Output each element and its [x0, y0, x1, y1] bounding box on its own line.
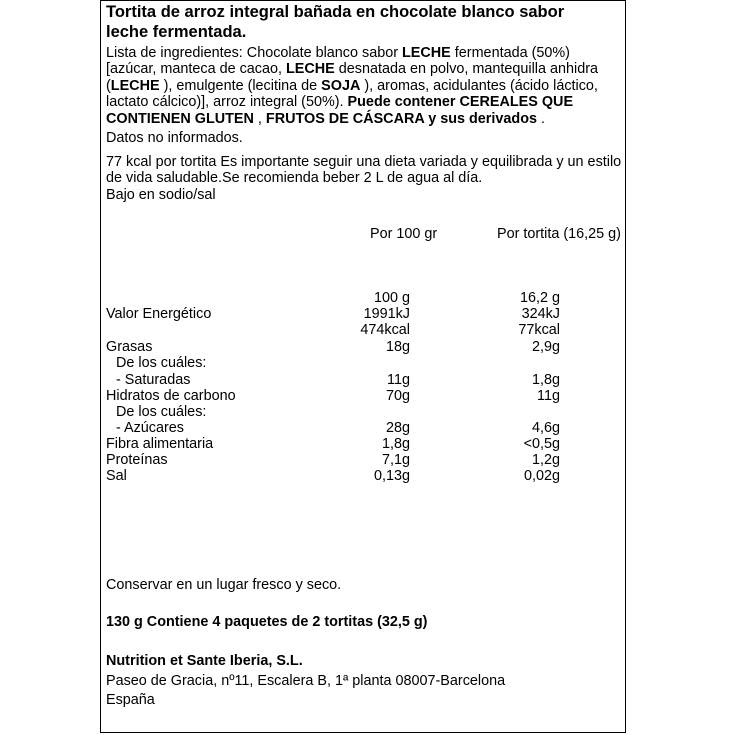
nutrient-label: Grasas	[106, 339, 153, 355]
nutrient-label: - Saturadas	[116, 372, 191, 388]
nutrient-label: - Azúcares	[116, 420, 184, 436]
column-header-per-100g: Por 100 gr	[370, 226, 438, 242]
package-info: 130 g Contiene 4 paquetes de 2 tortitas (32,5 g)	[106, 614, 428, 630]
value-per-100g: 7,1g	[381, 452, 410, 468]
value-per-tortita: 324kJ	[521, 306, 560, 322]
value-per-100g: 0,13g	[373, 468, 410, 484]
company-name: Nutrition et Sante Iberia, S.L.	[106, 653, 303, 669]
value-per-tortita: 1,2g	[531, 452, 560, 468]
nutrient-label: Sal	[106, 468, 127, 484]
nutrient-label: Fibra alimentaria	[106, 436, 214, 452]
allergen: LECHE	[402, 45, 451, 61]
value-per-tortita: 77kcal	[518, 322, 560, 338]
ingredients-block	[106, 45, 598, 127]
allergen-warning: Puede contener CEREALES QUE	[347, 94, 574, 111]
value-per-100g: 1991kJ	[363, 306, 410, 322]
allergen-warning: FRUTOS DE CÁSCARA y sus derivados	[265, 110, 537, 127]
value-per-100g: 18g	[385, 339, 410, 355]
value-per-100g: 11g	[387, 372, 410, 388]
value-per-100g: 70g	[385, 388, 410, 404]
nutrient-label: Hidratos de carbono	[106, 388, 236, 404]
value-per-tortita: 1,8g	[531, 372, 560, 388]
ingredients-line: CONTIENEN GLUTEN , FRUTOS DE CÁSCARA y sus derivados .	[106, 110, 545, 127]
column-header-per-tortita: Por tortita (16,25 g)	[497, 226, 621, 242]
serving-per-100g: 100 g	[373, 290, 410, 306]
ingredients-line: lactato cálcico)], arroz integral (50%). Puede contener CEREALES QUE	[106, 94, 574, 111]
product-title-line2: leche fermentada.	[106, 23, 247, 41]
product-title	[106, 2, 564, 42]
allergen-warning: CONTIENEN GLUTEN	[106, 110, 254, 127]
ingredients-line: Lista de ingredientes: Chocolate blanco sabor LECHE fermentada (50%)	[106, 45, 570, 61]
value-per-100g: 474kcal	[360, 322, 410, 338]
nutrient-label: De los cuáles:	[116, 355, 207, 371]
company-address: Paseo de Gracia, nº11, Escalera B, 1ª planta 08007-Barcelona	[106, 673, 506, 689]
data-note: Datos no informados.	[106, 130, 243, 146]
ingredients-line: (LECHE ), emulgente (lecitina de SOJA ), aromas, acidulantes (ácido láctico,	[106, 77, 598, 94]
product-title-line1: Tortita de arroz integral bañada en chocolate blanco sabor	[106, 3, 565, 21]
storage-note: Conservar en un lugar fresco y seco.	[106, 577, 342, 593]
value-per-tortita: 4,6g	[531, 420, 560, 436]
nutrient-label: De los cuáles:	[116, 404, 207, 420]
allergen: LECHE	[110, 77, 160, 94]
allergen: LECHE	[286, 61, 335, 78]
kcal-note: 77 kcal por tortita Es importante seguir una dieta variada y equilibrada y un estilo de vida saludable.Se recomienda beber 2 L de agua al día.	[106, 154, 622, 187]
value-per-100g: 1,8g	[381, 436, 410, 452]
company-country: España	[106, 692, 155, 708]
serving-per-tortita: 16,2 g	[519, 290, 560, 306]
value-per-tortita: 2,9g	[531, 339, 560, 355]
value-per-tortita: <0,5g	[523, 436, 560, 452]
nutrient-label: Proteínas	[106, 452, 168, 468]
nutrient-label: Valor Energético	[106, 306, 212, 322]
value-per-tortita: 0,02g	[523, 468, 560, 484]
ingredients-line: [azúcar, manteca de cacao, LECHE desnatada en polvo, mantequilla anhidra	[106, 61, 599, 78]
value-per-tortita: 11g	[537, 388, 560, 404]
sodium-note: Bajo en sodio/sal	[106, 187, 216, 203]
value-per-100g: 28g	[385, 420, 410, 436]
allergen: SOJA	[321, 77, 361, 94]
